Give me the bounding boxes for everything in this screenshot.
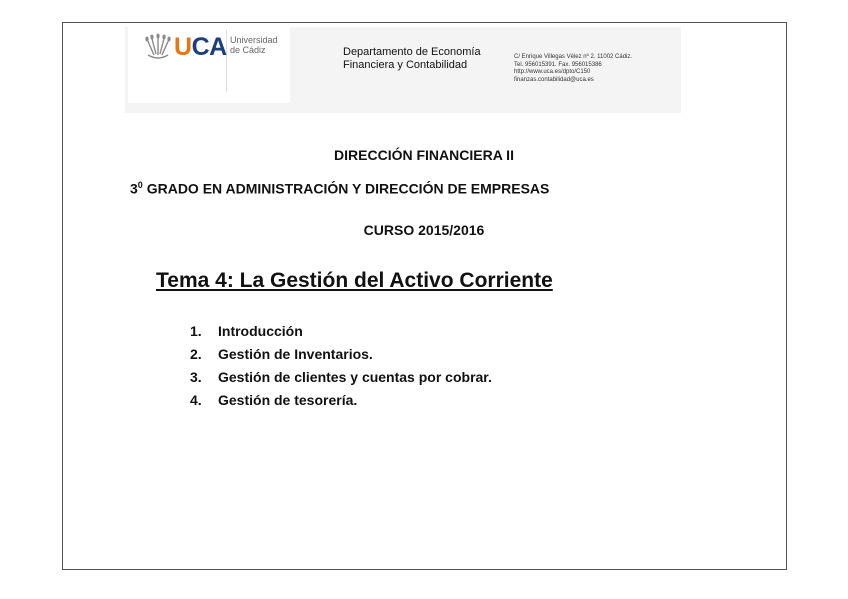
logo-ca: CA xyxy=(191,33,227,61)
list-item-number: 2. xyxy=(190,346,202,362)
university-name-line1: Universidad xyxy=(230,35,278,45)
list-item-label: Introducción xyxy=(218,323,303,339)
list-item-label: Gestión de Inventarios. xyxy=(218,346,373,362)
topic-outline xyxy=(190,320,492,412)
uca-wheat-emblem-icon xyxy=(142,33,174,63)
list-item-number: 4. xyxy=(190,392,202,408)
list-item xyxy=(190,320,492,343)
degree-superscript: 0 xyxy=(137,180,143,190)
list-item xyxy=(190,343,492,366)
list-item xyxy=(190,366,492,389)
logo-u: U xyxy=(174,33,192,61)
degree-title xyxy=(130,180,549,197)
contact-block xyxy=(514,54,632,84)
list-item-label: Gestión de tesorería. xyxy=(218,392,358,408)
university-name-line2: de Cádiz xyxy=(230,45,266,55)
topic-title: Tema 4: La Gestión del Activo Corriente xyxy=(156,269,553,292)
list-item-label: Gestión de clientes y cuentas por cobrar. xyxy=(218,369,492,385)
degree-number: 3 xyxy=(130,180,138,197)
contact-email: finanzas.contabilidad@uca.es xyxy=(514,76,594,83)
department-name xyxy=(343,46,481,72)
list-item-number: 1. xyxy=(190,323,202,339)
contact-address: C/ Enrique Villegas Vélez nº 2. 11002 Cádiz. xyxy=(514,54,633,60)
department-line2: Financiera y Contabilidad xyxy=(343,59,468,71)
list-item-number: 3. xyxy=(190,369,202,385)
subject-title: DIRECCIÓN FINANCIERA II xyxy=(334,147,514,163)
list-item xyxy=(190,389,492,412)
degree-text: GRADO EN ADMINISTRACIÓN Y DIRECCIÓN DE EMPRESAS xyxy=(142,180,550,197)
contact-phone: Tel. 956015391. Fax. 956015386 xyxy=(514,61,602,68)
department-line1: Departamento de Economía xyxy=(343,46,481,58)
course-year: CURSO 2015/2016 xyxy=(363,222,485,238)
university-name xyxy=(230,35,278,55)
uca-logo-text xyxy=(174,30,227,64)
contact-url: http://www.uca.es/dpto/C150 xyxy=(514,69,591,76)
